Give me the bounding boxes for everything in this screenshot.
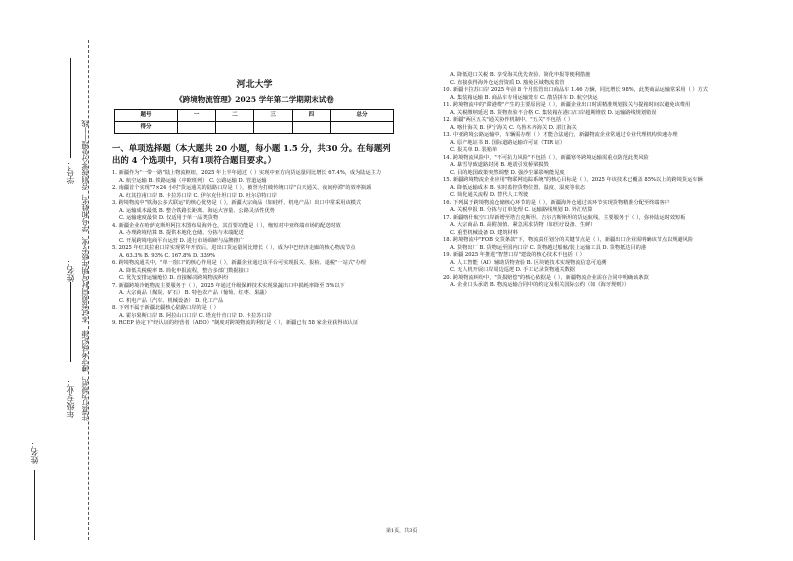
question-list-right [443, 72, 743, 290]
left-column [112, 72, 397, 328]
notice2-text: 注意行为规范，遵守考场纪律 [81, 330, 89, 421]
question-text: 11. 跨境物流中的"滞港费"产生的主要原因是（ ），新疆企业出口时需精准规划报关与提箱时间以避免该费用 [443, 102, 691, 108]
student-id-label: 学号： [66, 160, 75, 184]
answer-options: A. 红其拉甫口岸 B. 卡拉苏口岸 C. 伊尔克什坦口岸 D. 吐尔尕特口岸 [119, 192, 277, 199]
answer-options: A. 原产地证书 B. 国际道路运输许可证（TIR 证） [450, 139, 566, 146]
question-text: 16. 下列属于跨境物流仓储核心环节的是（ ），新疆海外仓通过该环节实现货物精准分配至终端客户 [443, 199, 670, 206]
student-id-line [70, 58, 71, 158]
answer-options: C. 机电产品（汽车、机械设备） D. 化工产品 [119, 297, 224, 304]
question-text: 18. 跨境物流中"FOB 交货条款"下，物流责任划分的关键节点是（ ），新疆出口企业需明确该节点以规避风险 [443, 237, 694, 243]
page-footer: 第1页，共3页 [386, 528, 418, 534]
question-text: 5. 2025 年红其拉甫口岸实现常年开放后，进出口货运量同比增长（ ），成为中巴经济走廊的核心物流节点 [112, 245, 356, 251]
score-cell[interactable] [177, 122, 215, 134]
question-text: 19. 新疆 2025 年推进"智慧口岸"建设的核心技术不包括（ ） [443, 252, 585, 258]
question-text: 14. 跨境物流风险中，"不可抗力风险"不包括（ ），新疆寒冬跨境运输需重点防范此类风险 [443, 154, 649, 161]
answer-options: A. 喀什海关 B. 伊宁海关 C. 乌鲁木齐海关 D. 湛江海关 [450, 124, 577, 131]
score-cell: 总分 [330, 110, 393, 122]
university-name: 河北大学 [236, 80, 273, 90]
score-cell: 二 [216, 110, 254, 122]
score-cell[interactable] [254, 122, 292, 134]
question-text: 4. 新疆企业在哈萨克斯坦阿拉木图布局海外仓，其首要功能是（ ），缩短对中亚终端市场的配送时效 [112, 222, 341, 229]
question-list-left [112, 170, 397, 328]
answer-options: C. 开展跨境电商平台运营 D. 进行市场调研与品牌推广 [119, 237, 244, 244]
question-text: 2. 南疆首个实现"7×24 小时"货运通关的陆路口岸是（ ），被誉为打破传统口岸"白天通关、夜间停滞"的效率瓶颈 [112, 185, 372, 191]
answer-options: C. 简化通关流程 D. 替代人工驾驶 [450, 192, 529, 198]
score-cell: 一 [177, 110, 215, 122]
answer-options: A. 63.3% B. 93% C. 167.8% D. 339% [119, 252, 216, 259]
answer-options: C. 运输速度最快 D. 仅适用于单一品类货物 [119, 215, 219, 221]
name-line [70, 282, 71, 362]
question-text: 17. 新疆喀什航空口岸新增至塔吉克斯坦、吉尔吉斯斯坦的货运航线，主要服务于（ ），弥补陆运时效短板 [443, 214, 686, 221]
answer-options: A. 关税缴纳延迟 B. 货物查验不合格 C. 集装箱在港口/口岸超期堆放 D. 运输路线规划错误 [450, 109, 657, 116]
score-cell: 三 [254, 110, 292, 122]
notice-text: 本试卷须同时写明年级专业、学号和姓名，否则按零分处理——线 [81, 120, 89, 323]
question-text: 13. 中亚跨境公路运输中，车辆需办理（ ）才能合法通行，新疆物流企业常通过专业代理机构快速办理 [443, 132, 678, 138]
question-text: 1. 新疆作为"一带一路"陆上物流枢纽，2025 年上半年通过（ ）实现中亚方向货运量同比增长 67.4%，成为陆运主力 [112, 170, 382, 176]
answer-options: C. 无人机开展口岸周边巡逻 D. 手工记录货物通关数据 [450, 267, 575, 273]
class-label: 年级专业： [66, 378, 75, 418]
exam-title: 《跨境物流管理》2025 学年第二学期期末试卷 [175, 94, 334, 104]
question-text: 6. 跨境物流通关中，"单一窗口"的核心作用是（ ），新疆企业通过该平台可实现报关、报检、退税"一站式"办理 [112, 260, 366, 266]
score-value-row [115, 122, 394, 134]
answer-options: C. 重型机械设备 D. 建筑材料 [450, 229, 518, 236]
score-cell[interactable] [330, 122, 393, 134]
score-cell: 题号 [115, 110, 178, 122]
question-text: 3. 跨境物流中"铁海公多式联运"的核心优势是（ ），新疆大宗商品（如硅纤、机电产品）出口中常采用该模式 [112, 200, 362, 206]
answer-options: A. 集装箱运输 B. 商品车专用运输笼车 C. 散货拼车 D. 航空快运 [450, 94, 598, 101]
answer-options: A. 大宗商品 B. 高附加值、紧急需求货物（如医疗设备、生鲜） [450, 222, 596, 228]
section-heading: 一、单项选择题（本大题共 20 小题，每小题 1.5 分，共30 分。在每题列出的 4 个选项中，只有1项符合题目要求。） [112, 143, 391, 165]
question-text: 9. RCEP 协定下"经认证的经营者（AEO）"制度对跨境物流的利好是（ ），新疆已有 58 家企业获得该认证 [112, 320, 359, 326]
answer-options: C. 优先安排运输舱位 D. 直接解决跨境物流纠纷 [119, 275, 229, 281]
bottom-name-line [34, 470, 35, 540]
question-text: 20. 跨境物流纠纷中，"货损赔偿"的核心依据是（ ），新疆物流企业需在合同中明确该条款 [443, 274, 649, 281]
question-text: 8. 下列不属于新疆北疆核心陆路口岸的是（ ） [112, 305, 219, 311]
answer-options: A. 办理跨境结算 B. 提供本地化仓储、分拣与末端配送 [119, 230, 244, 236]
seal-line [88, 40, 89, 540]
answer-options: A. 货物出厂 B. 货物运至国内口岸 C. 货物越过船舷/装上运输工具 D. 货物抵达目的港 [450, 244, 647, 251]
question-text: 10. 新疆卡拉苏口岸 2025 年前 8 个月监管出口商品车 1.46 万辆，同比增长 98%，此类商品运输常采用（ ）方式 [443, 87, 708, 93]
answer-options: A. 暴雪导致道路封闭 B. 地震引发桥梁损毁 [450, 162, 549, 168]
answer-options: A. 降低关税税率 B. 简化申报流程，整合多部门数据接口 [119, 267, 249, 274]
answer-options: A. 航空运输 B. 铁路运输（中欧班列） C. 公路运输 D. 管道运输 [119, 177, 267, 184]
question-text: 7. 新疆跨境冷链物流主要服务于（ ），2025 年通过升级保鲜技术实现果蔬出口中损耗率降至 5%以下 [112, 282, 345, 289]
binding-strip [0, 0, 95, 561]
score-header-row [115, 110, 394, 122]
score-cell[interactable] [216, 122, 254, 134]
answer-options: A. 关税申报 B. 分拣与订单处理 C. 运输路线规划 D. 外汇结算 [450, 207, 593, 213]
answer-options: A. 霍尔果斯口岸 B. 阿拉山口口岸 C. 塔克什肯口岸 D. 卡拉苏口岸 [119, 312, 272, 319]
answer-options: A. 企业口头承诺 B. 物流运输合同中的约定及相关国际公约（如《海牙规则》） [450, 282, 630, 288]
question-text: 12. 新疆"两区五关"通关协作机制中，"五关"不包括（ ） [443, 117, 574, 123]
answer-options: A. 人工智能（AI）辅助货物查验 B. 区块链技术实现物流信息可追溯 [450, 259, 607, 266]
answer-options: A. 大宗商品（煤炭、矿石） B. 特色农产品（葡萄、红枣、果蔬） [119, 290, 270, 296]
answer-options: A. 运输成本最低 B. 整合铁路长距离、海运大容量、公路灵活性优势 [119, 207, 275, 214]
score-table [114, 109, 394, 134]
answer-options: C. 目的地国政策突然调整 D. 强沙尘暴影响能见度 [450, 169, 565, 176]
answer-options: C. 直接获得海外仓运营资质 D. 豁免区域物流监管 [450, 79, 565, 86]
score-cell[interactable] [292, 122, 330, 134]
bottom-name-label: 姓名： [30, 440, 39, 464]
question-text: 15. 新疆跨境物流企业应用"物联网追踪系统"的核心目标是（ ），2025 年该技术已覆盖 85%以上的跨境货运车辆 [443, 177, 703, 183]
answer-options: A. 降低运输成本 B. 实时监控货物位置、温度、湿度等状态 [450, 184, 586, 191]
score-cell: 四 [292, 110, 330, 122]
right-column [443, 72, 743, 290]
score-cell: 得分 [115, 122, 178, 134]
name-label: 姓名： [66, 258, 75, 282]
answer-options: C. 报关单 D. 装箱单 [450, 147, 498, 153]
answer-options: A. 降低进口关税 B. 享受海关优先查验、简化申报等便利措施 [450, 72, 591, 78]
